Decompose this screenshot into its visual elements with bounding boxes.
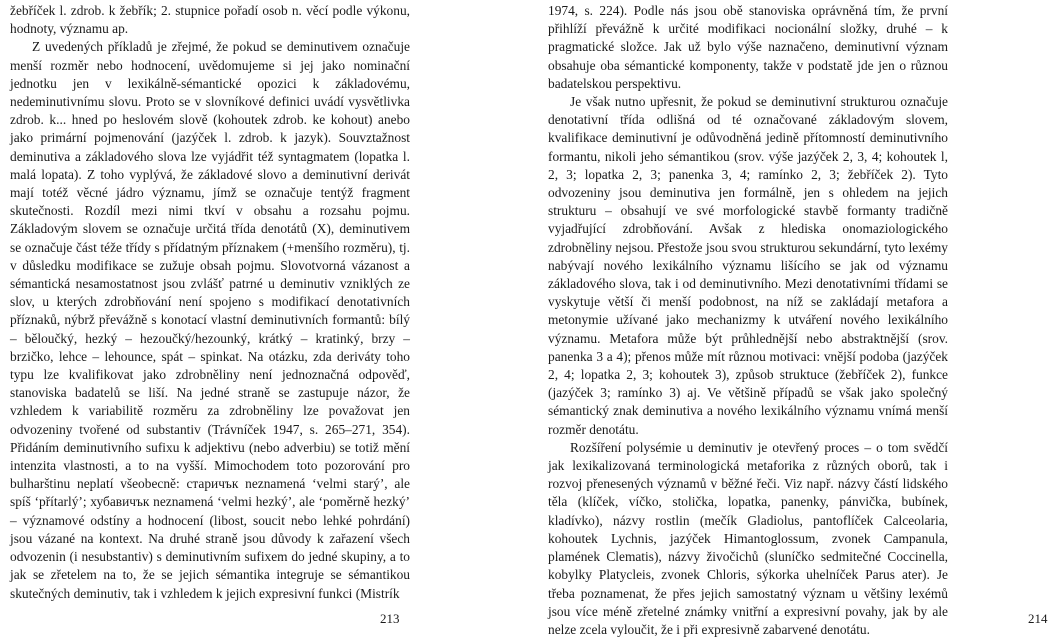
page-number-right: 214 xyxy=(1028,611,1048,626)
right-paragraph-2: Je však nutno upřesnit, že pokud se deminutivní strukturou označuje denotativní třída odlišná od té označované základovým slovem, kvalifikace deminutivní je odůvodněná jedině přítomností deminutivního formantu, nikoli jeho sémantikou (srov. výše jazýček 2, 3, 4; kohoutek l, 2, 3; lopatka 2, 3; panenka 3, 4; ramínko 2, 3; žebříček 2). Tyto odvozeniny jsou deminutiva jen formálně, jen s ohledem na jejich strukturu – obsahují ve své morfologické stavbě formanty tradičně vyjadřující zdrobňování. Avšak z hlediska onomaziologického zdrobněliny nejsou. Přestože jsou svou strukturou sekundární, tyto lexémy nabývají nového lexikálního významu lišícího se jak od významu základového slova, tak i od deminutivního. Mezi denotativními třídami se vyskytuje větší či menší podobnost, na níž se zakládají metafora a metonymie užívané jako mechanizmy k utváření nového lexikálního významu. Metafora může být průhlednější nebo abstraktnější (srov. panenka 3 a 4); přenos může mít různou motivaci: vnější podoba (jazýček 2, 4; lopatka 2, 3; kohoutek 3), způsob struktuce (žebříček 2), funkce (jazýček 3; ramínko 3) aj. Ve většině případů se však jako společný sémantický znak deminutiva a nového lexikálního významu vnímá menší rozměr denotátu. xyxy=(548,94,948,437)
right-page xyxy=(480,0,1048,637)
left-page-text xyxy=(10,2,410,603)
left-paragraph-1: žebříček l. zdrob. k žebřík; 2. stupnice pořadí osob n. věcí podle výkonu, hodnoty, významu ap. xyxy=(10,3,410,37)
right-paragraph-3: Rozšíření polysémie u deminutiv je otevřený proces – o tom svědčí jak lexikalizovaná terminologická metaforika z různých oborů, tak i rozvoj přenesených významů v běžné řeči. Viz např. názvy částí lidského těla (klíček, víčko, stolička, lopatka, panenky, pánvička, bubínek, kladívko), názvy rostlin (mečík Gladiolus, pantoflíček Calceolaria, kohoutek Lychnis, jazýček Himantoglossum, zvonek Campanula, plamének Clematis), názvy živočichů (sluníčko sedmitečné Coccinella, kobylky Platycleis, zvonek Chloris, sýkorka uhelníček Parus ater). Je třeba poznamenat, že přes jejich samostatný význam u většiny lexémů jsou více méně zřetelné známky vnitřní a expresivní povahy, jak by ale nelze zcela vyloučit, že i při expresivně zabarvené denotátu. xyxy=(548,439,948,637)
page-number-left: 213 xyxy=(380,611,400,626)
right-page-text xyxy=(548,2,948,639)
left-page xyxy=(0,0,480,631)
left-paragraph-2: Z uvedených příkladů je zřejmé, že pokud se deminutivem označuje menší rozměr nebo hodnocení, uvědomujeme si jej jako nominační jednotku jen v lexikálně-sémantické opozici k základovému, nedeminutivnímu slovu. Proto se v slovníkové definici uvádí vysvětlivka zdrob. k... hned po heslovém slově (kohoutek zdrob. ke kohout) anebo jako primární pojmenování (jazýček l. zdrob. k jazyk). Souvztažnost deminutiva a základového slova lze vyjádřit též syntagmatem (lopatka l. malá lopata). Z toho vyplývá, že základové slovo a deminutivní derivát mají totéž věcné jádro významu, jímž se označuje tentýž fragment skutečnosti. Rozdíl mezi nimi tkví v obsahu a rozsahu pojmu. Základovým slovem se označuje určitá třída denotátů (X), deminutivem se označuje část téže třídy s přídatným příznakem (+menšího rozměru), tj. v důsledku modifikace se zužuje obsah pojmu. Slovotvorná vázanost a sémantická nesamostatnost jsou zvlášť patrné u deminutiv vzniklých ze slov, u kterých zdrobňování není spojeno s modifikací denotativních příznaků, nýbrž převážně s konotací vlastní deminutivních formantů: bílý – běloučký, hezký – hezoučký/hezounký, krátký – kratinký, brzy – brzičko, lehce – lehounce, spát – spinkat. Na otázku, zda deriváty toho typu lze kvalifikovat jako zdrobněliny není jednoznačná odpověď, stanoviska badatelů se liší. Na jedné straně se zastupuje názor, že vzhledem k variabilitě rozměru za zdrobněliny lze považovat jen odvozeniny tvořené od substantiv (Trávníček 1947, s. 265–271, 354). Přidáním deminutivního sufixu k adjektivu (nebo adverbiu) se totiž mění intenzita vlastnosti, a to na vyšší. Mimochodem toto pozorování pro bulharštinu neplatí všeobecně: старичък neznamená ‘velmi starý’, ale spíš ‘přítarlý’; хубавичък neznamená ‘velmi hezký’, ale ‘poměrně hezký’ – významové odstíny a hodnocení (libost, soucit nebo lehké pohrdání) jsou vázané na kontext. Na druhé straně jsou důvody k zařazení všech odvozenin (i nesubstantiv) s deminutivním sufixem do jedné skupiny, a to jak se zřetelem na to, že se jejich sémantika integruje se sémantikou skutečných deminutiv, tak i vzhledem k jejich expresivní funkci (Mistrík xyxy=(10,39,410,601)
right-paragraph-1: 1974, s. 224). Podle nás jsou obě stanoviska oprávněná tím, že první přihlíží převážně k určité modifikaci nocionální složky, druhé – k pragmatické složce. Jak už bylo výše naznačeno, deminutivní význam obsahuje oba sémantické komponenty, takže v podstatě jde jen o různou badatelskou perspektivu. xyxy=(548,3,948,91)
